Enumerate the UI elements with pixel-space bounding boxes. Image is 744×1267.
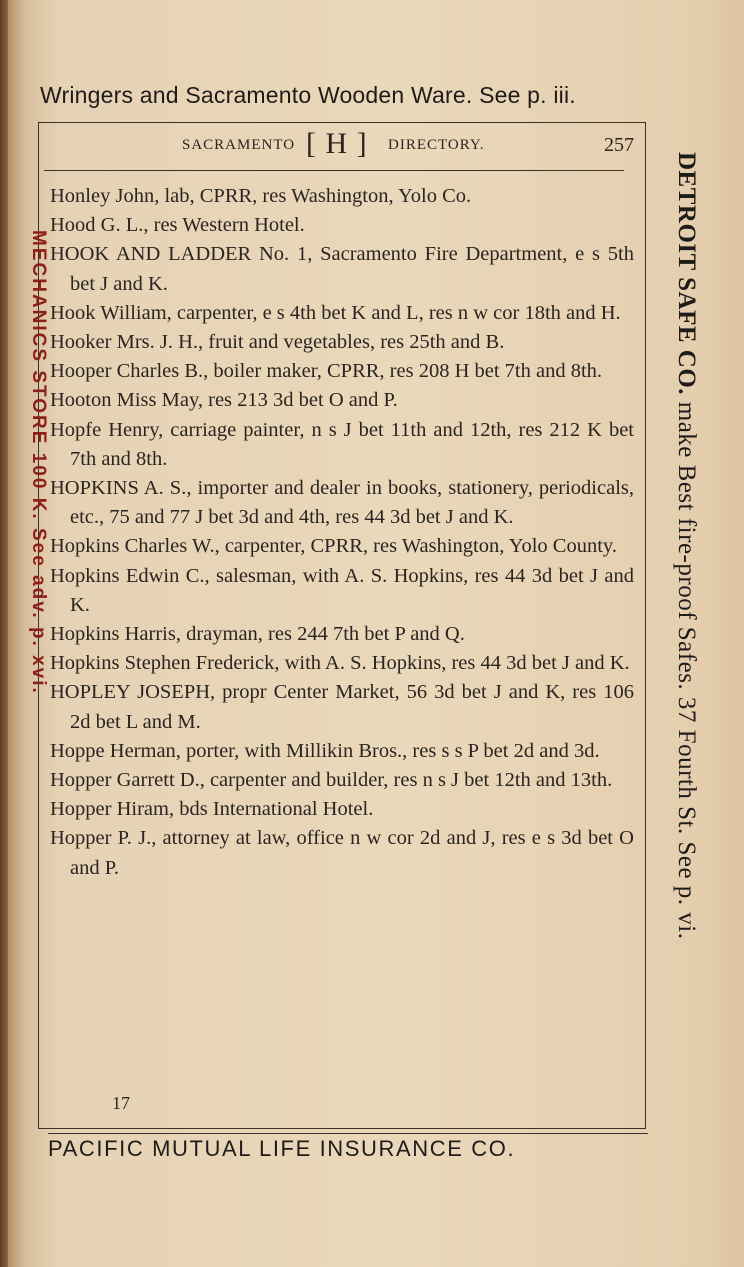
- directory-entry: Hooton Miss May, res 213 3d bet O and P.: [50, 389, 398, 412]
- header-letter: [ H ]: [306, 127, 368, 160]
- signature-mark: 17: [112, 1093, 130, 1113]
- directory-entry: Hopkins Edwin C., salesman, with A. S. Hopkins, res 44 3d bet J and K.: [50, 564, 634, 616]
- directory-entry: Hooker Mrs. J. H., fruit and vegetables, res 25th and B.: [50, 331, 505, 354]
- top-advertisement: Wringers and Sacramento Wooden Ware. See p. iii.: [40, 82, 576, 108]
- directory-entry: Hopper P. J., attorney at law, office n w cor 2d and J, res e s 3d bet O and P.: [50, 827, 634, 879]
- directory-entry: Honley John, lab, CPRR, res Washington, Yolo Co.: [50, 185, 472, 207]
- directory-entry: HOPLEY JOSEPH, propr Center Market, 56 3d bet J and K, res 106 2d bet L and M.: [50, 681, 634, 733]
- directory-entry: HOOK AND LADDER No. 1, Sacramento Fire Department, e s 5th bet J and K.: [50, 243, 634, 295]
- directory-entry: HOPKINS A. S., importer and dealer in books, stationery, periodicals, etc., 75 and 77 J bet 3d and 4th, res 44 3d bet J and K.: [50, 477, 634, 529]
- directory-entry: Hood G. L., res Western Hotel.: [50, 214, 305, 237]
- book-spine-shadow: [0, 0, 8, 1267]
- directory-entry: Hopper Garrett D., carpenter and builder, res n s J bet 12th and 13th.: [50, 769, 613, 792]
- header-title: DIRECTORY.: [388, 137, 485, 153]
- right-margin-advertisement: [666, 152, 700, 1112]
- directory-entry: Hooper Charles B., boiler maker, CPRR, res 208 H bet 7th and 8th.: [50, 360, 603, 383]
- running-header: [44, 127, 640, 166]
- right-ad-company: DETROIT SAFE CO.: [673, 152, 700, 396]
- bottom-advertisement: PACIFIC MUTUAL LIFE INSURANCE CO.: [48, 1136, 516, 1161]
- directory-entry: Hook William, carpenter, e s 4th bet K and L, res n w cor 18th and H.: [50, 301, 621, 324]
- directory-entry: Hopfe Henry, carriage painter, n s J bet 11th and 12th, res 212 K bet 7th and 8th.: [50, 418, 634, 470]
- directory-entry: Hopkins Harris, drayman, res 244 7th bet P and Q.: [50, 623, 465, 646]
- directory-entry: Hopper Hiram, bds International Hotel.: [50, 798, 374, 821]
- directory-entry: Hopkins Stephen Frederick, with A. S. Hopkins, res 44 3d bet J and K.: [50, 652, 630, 675]
- bottom-rule: [48, 1133, 648, 1134]
- right-ad-text: make Best fire-proof Safes. 37 Fourth St. See p. vi.: [673, 395, 700, 940]
- page-number: 257: [604, 134, 634, 156]
- directory-entry: Hoppe Herman, porter, with Millikin Bros., res s s P bet 2d and 3d.: [50, 739, 600, 762]
- left-margin-advertisement: MECHANICS STORE 100 K. See adv. p. xvi.: [28, 230, 49, 695]
- directory-entry: Hopkins Charles W., carpenter, CPRR, res Washington, Yolo County.: [50, 535, 617, 558]
- directory-entries: [50, 182, 634, 883]
- header-city: SACRAMENTO: [182, 137, 296, 153]
- header-rule: [44, 170, 624, 171]
